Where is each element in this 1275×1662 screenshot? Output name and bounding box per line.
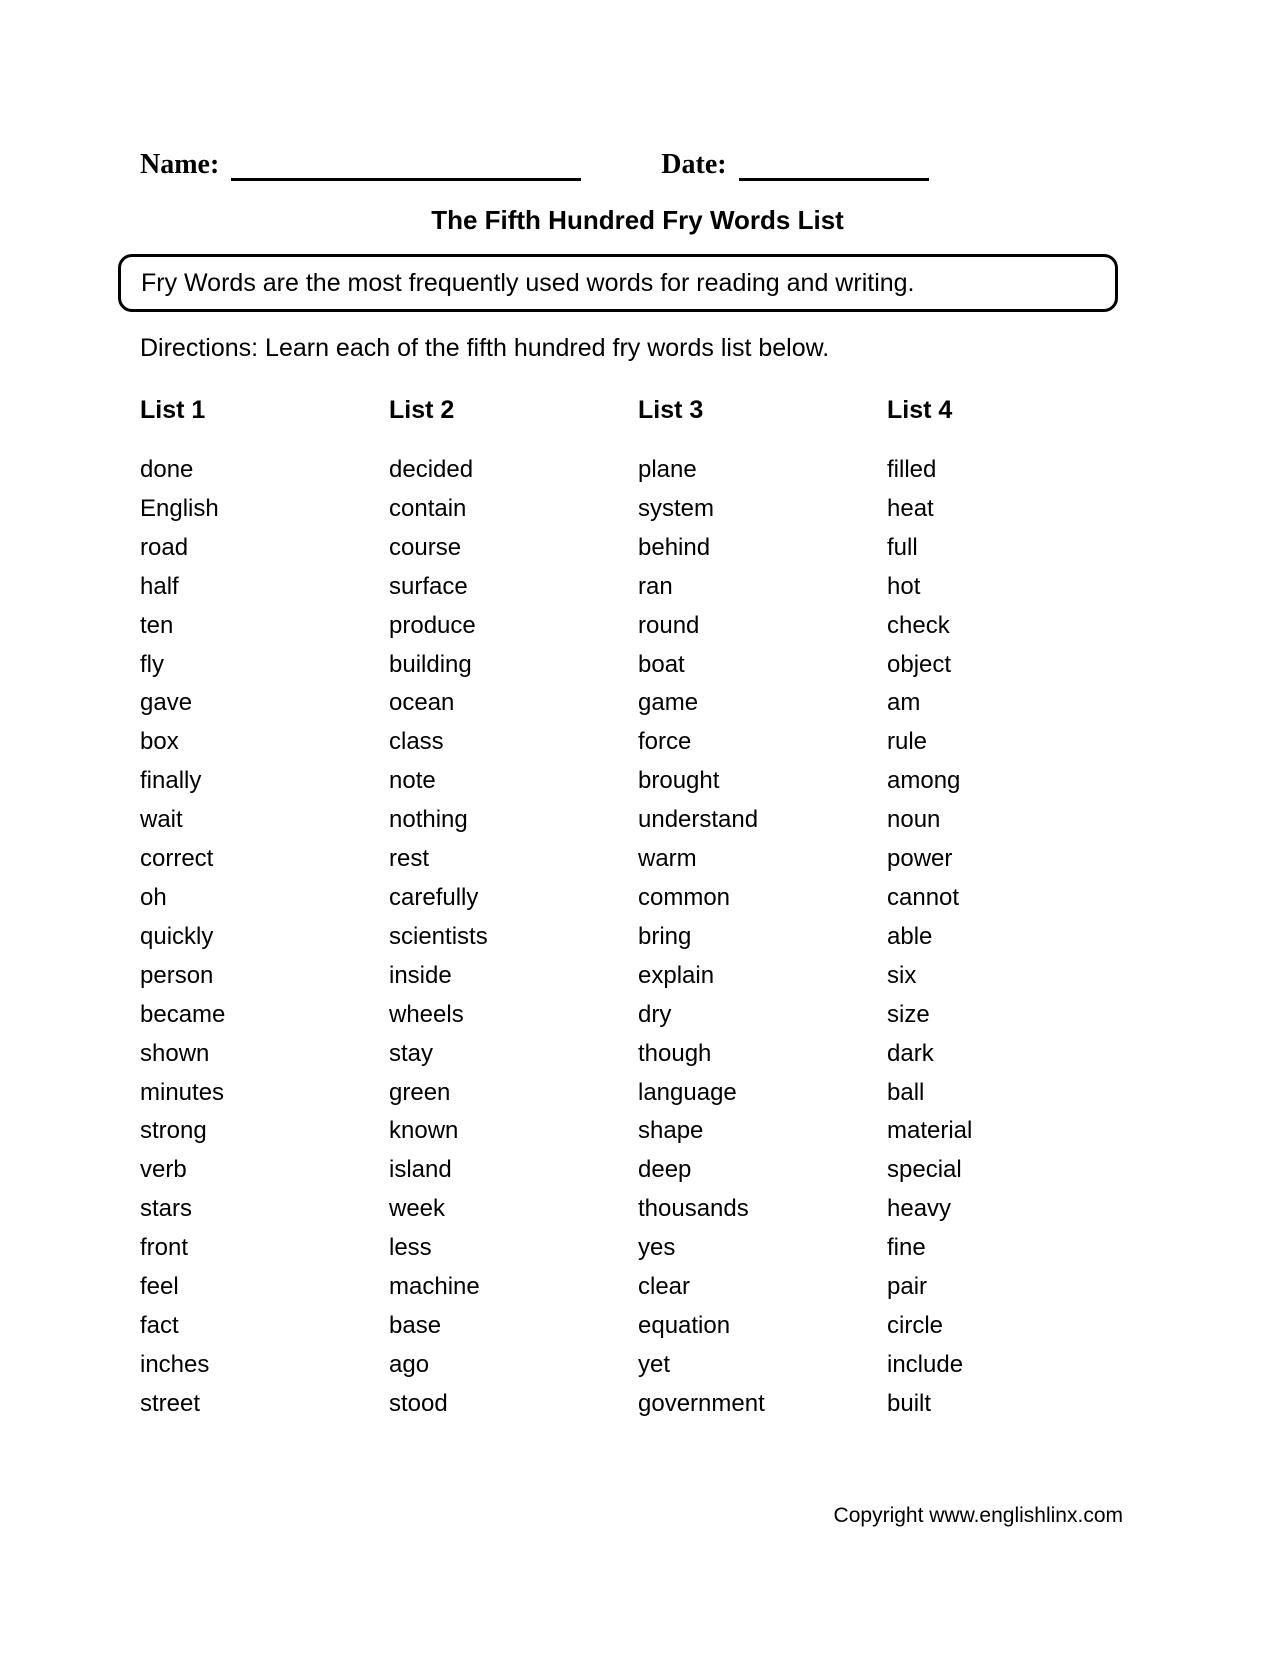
word-item: able: [887, 922, 933, 950]
word-item: base: [389, 1311, 442, 1339]
word-item: system: [638, 494, 715, 522]
word-item: bring: [638, 922, 692, 950]
word-item: material: [887, 1117, 973, 1145]
word-item: ten: [140, 611, 174, 639]
word-item: minutes: [140, 1078, 225, 1106]
name-label: Name:: [140, 149, 220, 180]
word-item: stay: [389, 1039, 434, 1067]
word-item: class: [389, 728, 444, 756]
word-item: special: [887, 1156, 962, 1184]
word-item: filled: [887, 456, 937, 483]
word-item: ago: [389, 1350, 430, 1378]
directions-text: Directions: Learn each of the fifth hundred fry words list below.: [140, 334, 830, 362]
word-item: inches: [140, 1350, 210, 1378]
word-item: quickly: [140, 922, 214, 950]
word-item: week: [389, 1195, 446, 1223]
word-item: done: [140, 456, 194, 483]
date-blank-line: [739, 151, 929, 181]
word-item: size: [887, 1000, 930, 1028]
word-list-1: [140, 391, 389, 1424]
word-item: object: [887, 650, 952, 678]
word-item: boat: [638, 650, 685, 678]
word-list-3: [638, 391, 887, 1424]
word-item: decided: [389, 456, 474, 483]
page-title: The Fifth Hundred Fry Words List: [431, 205, 844, 235]
word-lists: [140, 391, 1275, 1424]
word-item: green: [389, 1078, 451, 1106]
word-item: yet: [638, 1350, 671, 1378]
word-item: wait: [140, 806, 183, 834]
word-item: front: [140, 1234, 189, 1262]
word-item: person: [140, 961, 214, 989]
word-item: produce: [389, 611, 476, 639]
word-item: noun: [887, 806, 941, 834]
word-item: building: [389, 650, 472, 678]
word-item: dark: [887, 1039, 934, 1067]
word-item: road: [140, 533, 189, 561]
word-item: dry: [638, 1000, 672, 1028]
word-item: language: [638, 1078, 737, 1106]
word-item: wheels: [389, 1000, 464, 1028]
word-item: power: [887, 845, 953, 873]
list-header: List 2: [389, 396, 455, 424]
word-item: cannot: [887, 883, 960, 911]
word-item: nothing: [389, 806, 468, 834]
word-item: less: [389, 1234, 432, 1262]
word-item: note: [389, 767, 436, 795]
word-item: full: [887, 533, 918, 561]
word-item: thousands: [638, 1195, 749, 1223]
word-item: island: [389, 1156, 452, 1184]
word-item: verb: [140, 1156, 187, 1184]
word-item: stars: [140, 1195, 193, 1223]
word-item: gave: [140, 689, 193, 717]
word-item: machine: [389, 1273, 480, 1301]
word-item: carefully: [389, 883, 479, 911]
word-item: brought: [638, 767, 720, 795]
word-item: fly: [140, 650, 164, 678]
word-item: half: [140, 572, 179, 600]
word-item: warm: [638, 845, 697, 873]
word-item: pair: [887, 1273, 928, 1301]
word-item: scientists: [389, 922, 488, 950]
name-date-row: [140, 0, 1275, 181]
word-item: include: [887, 1350, 964, 1378]
word-item: ran: [638, 572, 673, 600]
word-item: check: [887, 611, 950, 639]
word-item: known: [389, 1117, 459, 1145]
word-item: course: [389, 533, 462, 561]
word-item: shape: [638, 1117, 704, 1145]
word-item: built: [887, 1389, 932, 1417]
word-item: force: [638, 728, 692, 756]
list-header: List 1: [140, 396, 206, 424]
word-item: yes: [638, 1234, 676, 1262]
word-item: feel: [140, 1273, 179, 1301]
word-item: behind: [638, 533, 711, 561]
word-item: correct: [140, 845, 214, 873]
word-item: street: [140, 1389, 201, 1417]
word-item: round: [638, 611, 700, 639]
word-item: ball: [887, 1078, 925, 1106]
word-item: rest: [389, 845, 430, 873]
word-item: circle: [887, 1311, 944, 1339]
word-item: hot: [887, 572, 921, 600]
name-blank-line: [231, 151, 581, 181]
word-item: government: [638, 1389, 765, 1417]
word-item: explain: [638, 961, 715, 989]
word-item: fine: [887, 1234, 926, 1262]
word-item: game: [638, 689, 699, 717]
word-item: oh: [140, 883, 167, 911]
word-item: heavy: [887, 1195, 952, 1223]
callout-text: Fry Words are the most frequently used words for reading and writing.: [141, 268, 915, 297]
word-item: English: [140, 494, 219, 522]
list-header: List 3: [638, 396, 704, 424]
word-item: contain: [389, 494, 467, 522]
word-item: became: [140, 1000, 226, 1028]
word-item: heat: [887, 494, 934, 522]
word-item: though: [638, 1039, 712, 1067]
word-item: am: [887, 689, 921, 717]
word-item: among: [887, 767, 961, 795]
word-item: finally: [140, 767, 202, 795]
word-item: fact: [140, 1311, 179, 1339]
word-item: surface: [389, 572, 468, 600]
word-item: stood: [389, 1389, 448, 1417]
callout-box: [118, 254, 1118, 312]
date-label: Date:: [661, 149, 727, 180]
word-item: shown: [140, 1039, 210, 1067]
word-item: box: [140, 728, 179, 756]
word-item: equation: [638, 1311, 731, 1339]
word-item: deep: [638, 1156, 692, 1184]
word-item: plane: [638, 456, 697, 483]
word-item: common: [638, 883, 731, 911]
copyright-text: Copyright www.englishlinx.com: [833, 1503, 1123, 1527]
word-item: six: [887, 961, 917, 989]
word-list-2: [389, 391, 638, 1424]
word-item: clear: [638, 1273, 691, 1301]
word-list-4: [887, 391, 972, 1424]
word-item: ocean: [389, 689, 455, 717]
word-item: strong: [140, 1117, 207, 1145]
word-item: understand: [638, 806, 759, 834]
word-item: inside: [389, 961, 452, 989]
list-header: List 4: [887, 396, 953, 424]
word-item: rule: [887, 728, 928, 756]
